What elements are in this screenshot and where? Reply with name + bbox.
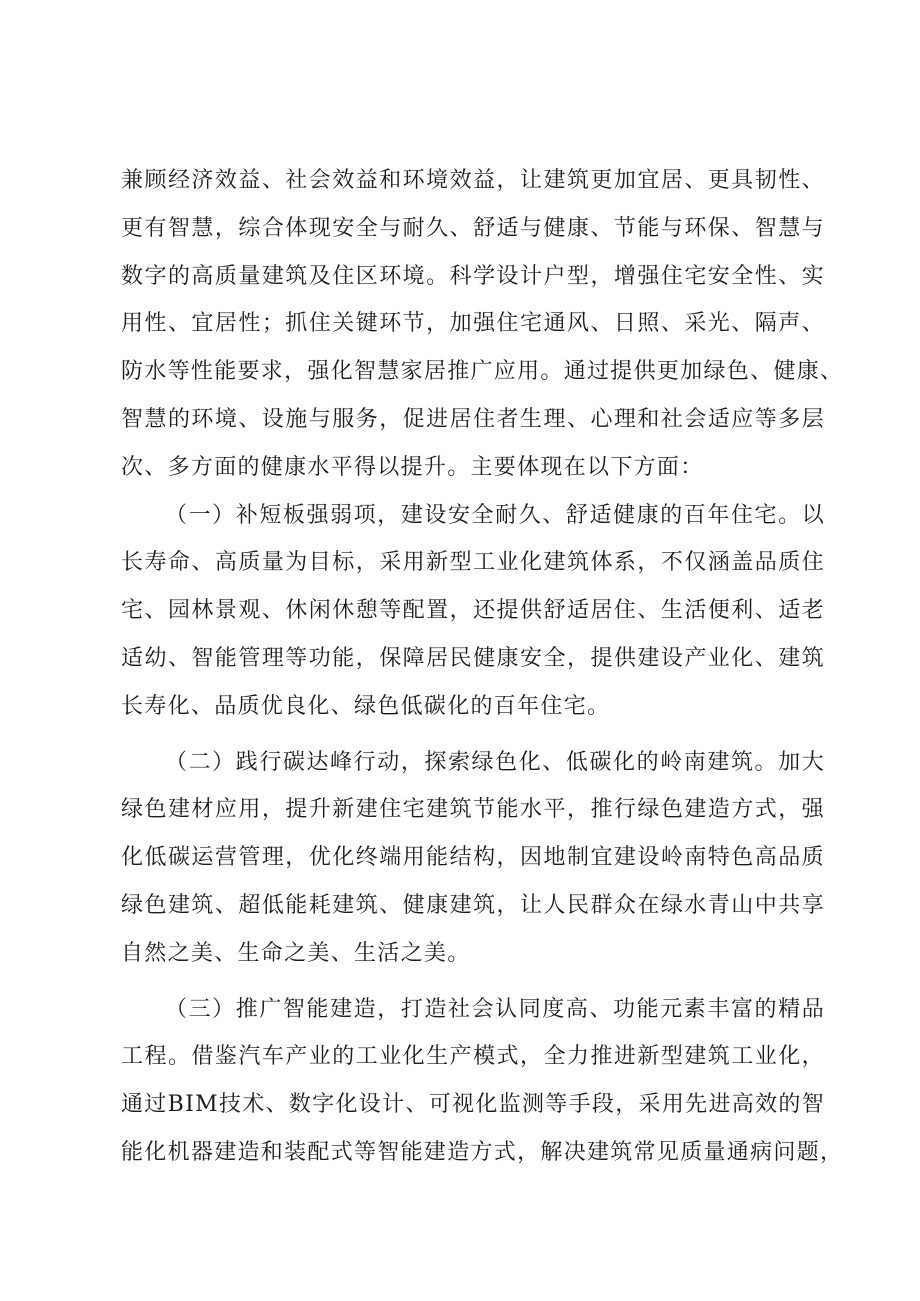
text-line: 用性、宜居性；抓住关键环节，加强住宅通风、日照、采光、隔声、: [121, 311, 825, 337]
text-line: （一）补短板强弱项，建设安全耐久、舒适健康的百年住宅。以: [165, 502, 825, 528]
paragraph-section-1: [121, 492, 825, 731]
text-line: （二）践行碳达峰行动，探索绿色化、低碳化的岭南建筑。加大: [165, 749, 825, 775]
text-line: 工程。借鉴汽车产业的工业化生产模式，全力推进新型建筑工业化，: [121, 1044, 825, 1070]
text-line: 数字的高质量建筑及住区环境。科学设计户型，增强住宅安全性、实: [121, 263, 825, 289]
paragraph-intro: [121, 157, 844, 492]
text-line: 兼顾经济效益、社会效益和环境效益，让建筑更加宜居、更具韧性、: [121, 168, 825, 193]
paragraph-gap: [121, 978, 825, 986]
paragraph-section-3: [121, 986, 844, 1177]
text-line: 宅、园林景观、休闲休憩等配置，还提供舒适居住、生活便利、适老: [121, 598, 825, 624]
text-line: 长寿命、高质量为目标，采用新型工业化建筑体系，不仅涵盖品质住: [121, 550, 825, 576]
text-line: 长寿化、品质优良化、绿色低碳化的百年住宅。: [121, 693, 611, 719]
paragraph-gap: [121, 731, 825, 739]
text-line: 智慧的环境、设施与服务，促进居住者生理、心理和社会适应等多层: [121, 406, 825, 432]
document-body: [121, 157, 844, 1177]
text-line: 绿色建筑、超低能耗建筑、健康建筑，让人民群众在绿水青山中共享: [121, 892, 825, 918]
text-line: 适幼、智能管理等功能，保障居民健康安全，提供建设产业化、建筑: [121, 645, 825, 671]
text-line: 化低碳运营管理，优化终端用能结构，因地制宜建设岭南特色高品质: [121, 845, 825, 871]
text-line: 通过BIM技术、数字化设计、可视化监测等手段，采用先进高效的智: [121, 1092, 825, 1118]
text-line: 能化机器建造和装配式等智能建造方式，解决建筑常见质量通病问题，: [121, 1139, 844, 1165]
text-line: 更有智慧，综合体现安全与耐久、舒适与健康、节能与环保、智慧与: [121, 215, 825, 241]
text-line: 绿色建材应用，提升新建住宅建筑节能水平，推行绿色建造方式，强: [121, 797, 825, 823]
paragraph-section-2: [121, 739, 825, 978]
text-line: 自然之美、生命之美、生活之美。: [121, 940, 471, 966]
text-line: 次、多方面的健康水平得以提升。主要体现在以下方面：: [121, 454, 704, 480]
text-line: （三）推广智能建造，打造社会认同度高、功能元素丰富的精品: [165, 996, 825, 1022]
text-line: 防水等性能要求，强化智慧家居推广应用。通过提供更加绿色、健康、: [121, 359, 844, 385]
